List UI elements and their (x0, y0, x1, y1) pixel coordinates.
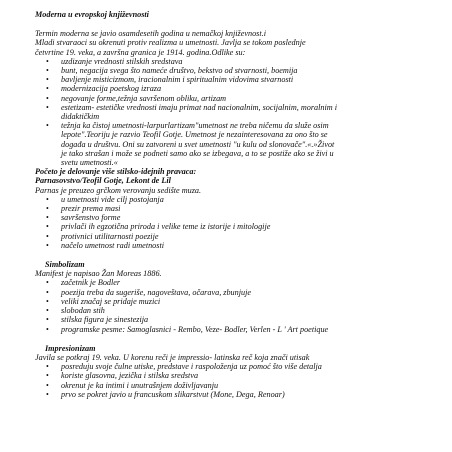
simbolizam-list (35, 278, 432, 333)
list-item: • modernizacija poetskog izraza (35, 84, 432, 93)
list-item: • programske pesme: Samoglasnici - Rembo, Veze- Bodler, Verlen - L ' Art poetique (35, 325, 432, 334)
list-item: • prezir prema masi (35, 204, 432, 213)
list-item: • stilska figura je sinestezija (35, 315, 432, 324)
list-item: • privlači ih egzotična priroda i velike teme iz istorije i mitologije (35, 222, 432, 231)
list-item: • negovanje forme,težnja savršenom obliku, artizam (35, 94, 432, 103)
list-item: • slobodan stih (35, 306, 432, 315)
list-item: • u umetnosti vide cilj postojanja (35, 195, 432, 204)
list-item: • prvo se pokret javio u francuskom slikarstvut (Mone, Dega, Renoar) (35, 390, 432, 399)
simbolizam-intro: Manifest je napisao Žan Moreas 1886. (35, 269, 162, 279)
list-item: • estetizam- estetičke vrednosti imaju primat nad nacionalnim, socijalnim, moralnim i didaktičkim (35, 103, 432, 121)
document-title: Moderna u evropskoj književnosti (35, 10, 149, 19)
list-item: • protivnici utilitarnosti poezije (35, 232, 432, 241)
parnas-list (35, 195, 432, 250)
impresionizam-heading: Impresionizam (45, 343, 96, 353)
list-item: • okrenut je ka intimi i unutrašnjem doživljavanju (35, 381, 432, 390)
parnas-heading: Početo je delovanje više stilsko-idejnih pravaca: Parnasovstvo/Teofil Gotje, Lekont de Lil (35, 167, 197, 186)
parnas-intro: Parnas je preuzeo grčkom verovanju sedište muza. (35, 185, 202, 195)
list-item: • težnja ka čistoj umetnosti-larpurlartizam"umetnost ne treba ničemu da služe osim lepote".Teoriju je razvio Teofil Gotje. Umetnost je nezainteresovana za ono što se događa u društvu. Oni su zatvoreni u svet umetnosti "u kulu od slonovače".«.»Život je tako strašan i može se podneti samo ako se izbegava, a to se postiže ako se živi u svetu umetnosti.« (35, 121, 432, 167)
list-item: • začetnik je Bodler (35, 278, 432, 287)
list-item: • savršenstvo forme (35, 213, 432, 222)
list-item: • bavljenje misticizmom, iracionalnim i spiritualnim vidovima stvarnosti (35, 75, 432, 84)
list-item: • koriste glasovna, jezička i stilska sredstva (35, 371, 432, 380)
simbolizam-heading: Simbolizam (45, 260, 85, 270)
list-item: • bunt, negacija svega što nameće društvo, bekstvo od stvarnosti, boemija (35, 66, 432, 75)
list-item: • veliki značaj se pridaje muzici (35, 297, 432, 306)
list-item: • uzdizanje vrednosti stilskih sredstava (35, 57, 432, 66)
moderna-intro: Termin moderna se javio osamdesetih godina u nemačkoj književnost.i Mladi stvaraoci su okrenuti protiv realizma u umetnosti. Javlja se tokom poslednje četvrtine 19. veka, a završna granica je 1914. godina.Odlike su: (35, 29, 306, 57)
list-item: • načelo umetnost radi umetnosti (35, 241, 432, 250)
impresionizam-intro: Javila se potkraj 19. veka. U korenu reči je impressio- latinska reč koja znači utisak (35, 352, 310, 362)
list-item: • posreduju svoje čulne utiske, predstave i raspoloženja uz pomoć što više detalja (35, 362, 432, 371)
moderna-list (35, 57, 432, 167)
list-item: • poezija treba da sugeriše, nagoveštava, očarava, zbunjuje (35, 288, 432, 297)
impresionizam-list (35, 362, 432, 399)
